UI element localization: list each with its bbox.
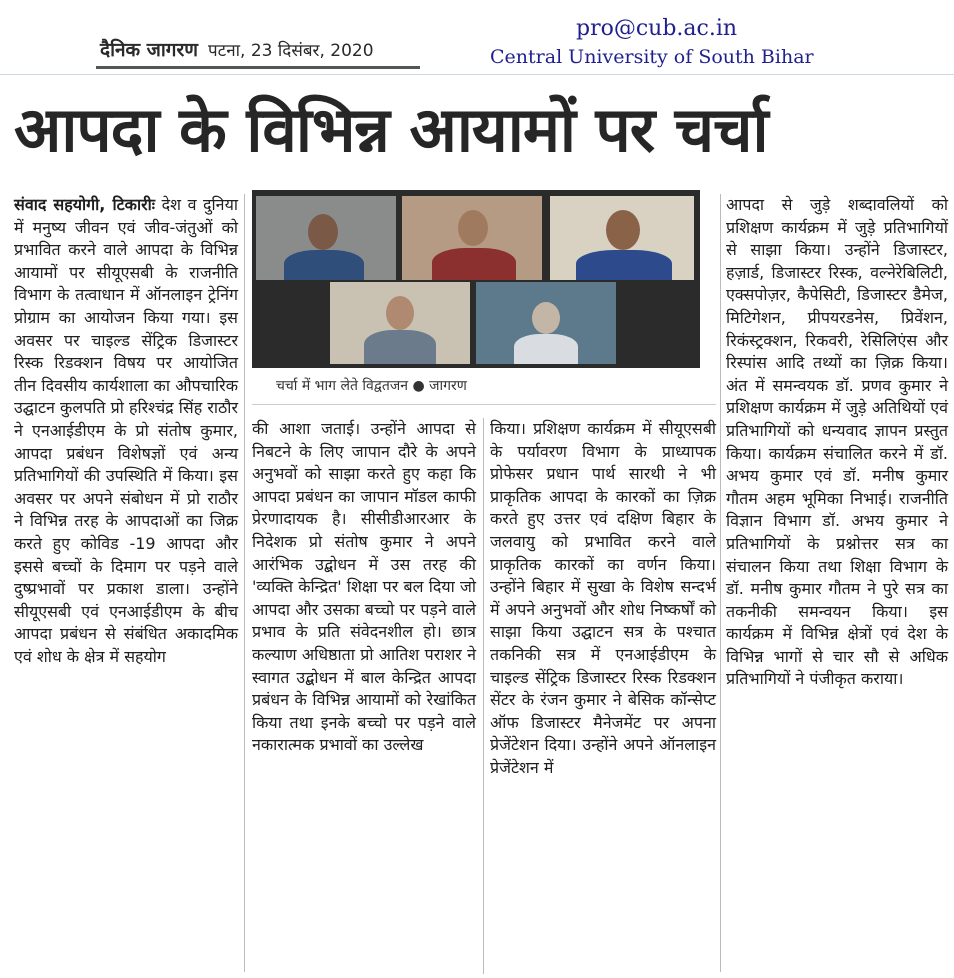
masthead (100, 36, 374, 62)
column-divider (244, 194, 245, 972)
watermark-university: Central University of South Bihar (490, 46, 814, 68)
column-3-text: किया। प्रशिक्षण कार्यक्रम में सीयूएसबी के पर्यावरण विभाग के प्राध्यापक प्रोफेसर प्रधान पार्थ सारथी ने भी प्राकृतिक आपदा के कारकों का ज़िक्र करते हुए उत्तर एवं दक्षिण बिहार के जलवायु को प्रभावित करने वाले प्राकृतिक कारकों का वर्णन किया। उन्होंने बिहार में सुखा के विशेष सन्दर्भ में अपने अनुभवों और शोध निष्कर्षों को साझा किया उद्घाटन सत्र के पश्चात तकनिकी सत्र में एनआईडीएम के चाइल्ड सेंट्रिक डिजास्टर रिस्क रिडक्शन सेंटर के रंजन कुमार ने बेसिक कॉन्सेप्ट ऑफ डिजास्टर मैनेजमेंट पर अपना प्रेजेंटेशन दिया। उन्होंने अपने ऑनलाइन प्रेजेंटेशन में (490, 419, 716, 777)
participant-tile (330, 282, 470, 364)
article-column-3 (490, 418, 716, 978)
masthead-underline (96, 66, 420, 69)
article-column-4 (726, 194, 948, 972)
column-divider (720, 194, 721, 972)
divider (0, 74, 954, 75)
byline: संवाद सहयोगी, टिकारीः (14, 195, 156, 214)
meeting-photo (252, 190, 700, 368)
participant-tile (476, 282, 616, 364)
article-column-1 (14, 194, 238, 972)
participant-tile (402, 196, 542, 280)
column-1-text: देश व दुनिया में मनुष्य जीवन एवं जीव-जंतुओं को प्रभावित करने वाले आपदा के विभिन्न आयामों पर सीयूएसबी के राजनीति विभाग के तत्वाधान में ऑनलाइन ट्रेनिंग प्रोग्राम का आयोजन किया गया। इस अवसर पर चाइल्ड सेंट्रिक डिजास्टर रिस्क रिडक्शन विषय पर आयोजित तीन दिवसीय कार्यशाला का औपचारिक उद्घाटन कुलपति प्रो हरिश्चंद्र सिंह राठौर ने एनआईडीएम के प्रो संतोष कुमार, आपदा प्रबंधन विशेषज्ञों एवं अन्य प्रतिभागियों की उपस्थिति में किया। इस अवसर पर अपने संबोधन में प्रो राठौर ने विभिन्न तरह के आपदाओं का जिक्र करते हुए कोविड -19 आपदा और इससे बच्चों के दिमाग पर पड़ने वाले दुष्प्रभावों पर प्रकाश डाला। उन्होंने सीयूएसबी एवं एनआईडीएम के बीच आपदा प्रबंधन से संबंधित अकादमिक एवं शोध के क्षेत्र में सहयोग (14, 195, 238, 666)
participant-tile (256, 196, 396, 280)
watermark-email: pro@cub.ac.in (576, 16, 738, 41)
participant-tile (550, 196, 694, 280)
newspaper-name: दैनिक जागरण (100, 39, 198, 61)
dateline: पटना, 23 दिसंबर, 2020 (208, 41, 374, 61)
photo-caption: चर्चा में भाग लेते विद्वतजन ● जागरण (276, 378, 467, 394)
article-headline: आपदा के विभिन्न आयामों पर चर्चा (14, 93, 768, 166)
divider (252, 404, 716, 405)
column-2-text: की आशा जताई। उन्होंने आपदा से निबटने के लिए जापान दौरे के अपने अनुभवों को साझा करते हुए कहा कि आपदा प्रबंधन का जापान मॉडल काफी प्रेरणादायक है। सीसीडीआरआर के निदेशक प्रो संतोष कुमार ने अपने आरंभिक उद्बोधन में उस तरह की 'व्यक्ति केन्द्रित' शिक्षा पर बल दिया जो आपदा और उसका बच्चो पर पड़ने वाले प्रभाव के प्रति संवेदनशील हो। छात्र कल्याण अधिष्ठाता प्रो आतिश पराशर ने स्वागत उद्बोधन में बाल केन्द्रित आपदा प्रबंधन के विभिन्न आयामों को रेखांकित किया तथा इनके बच्चो पर पड़ने वाले नकारात्मक प्रभावों का उल्लेख (252, 419, 476, 755)
column-4-text: आपदा से जुड़े शब्दावलियों को प्रशिक्षण कार्यक्रम में जुड़े प्रतिभागियों से साझा किया। उन्होंने डिजास्टर, हज़ार्ड, डिजास्टर रिस्क, वल्नेरेबिलिटी, एक्सपोज़र, कैपेसिटी, डिजास्टर डैमेज, मिटिगेशन, प्रीपयरडनेस, प्रिवेंशन, रिकंस्ट्रक्शन, रिकवरी, रेसिलिएंस और रिस्पांस आदि तथ्यों का ज़िक्र किया। अंत में समन्वयक डॉ. प्रणव कुमार ने प्रशिक्षण कार्यक्रम में जुड़े अतिथियों एवं प्रतिभागियों को धन्यवाद ज्ञापन प्रस्तुत किया। कार्यक्रम संचालित करने में डॉ. अभय कुमार एवं डॉ. मनीष कुमार गौतम अहम भूमिका निभाई। राजनीति विज्ञान विभाग डॉ. अभय कुमार ने प्रतिभागियों के प्रश्नोत्तर सत्र का संचालन किया तथा शिक्षा विभाग के डॉ. मनीष कुमार गौतम ने पुरे सत्र का तकनीकी समन्वयन किया। इस कार्यक्रम में विभिन्न क्षेत्रों एवं देश के विभिन्न भागों से चार सौ से अधिक प्रतिभागियों ने पंजीकृत कराया। (726, 195, 948, 689)
column-divider (483, 418, 484, 974)
article-column-2 (252, 418, 476, 978)
